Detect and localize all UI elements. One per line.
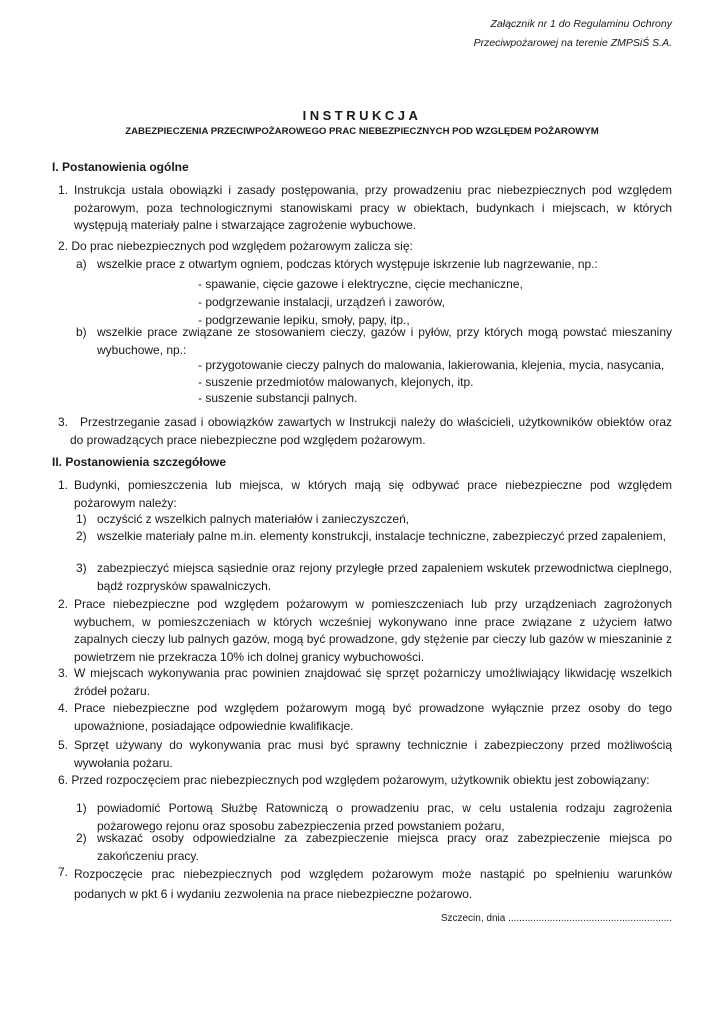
s2-p2-number: 2.	[58, 597, 69, 611]
annex-line-2: Przeciwpożarowej na terenie ZMPSiŚ S.A.	[473, 37, 672, 49]
section-2-heading: II. Postanowienia szczegółowe	[52, 455, 227, 469]
list-item: - spawanie, cięcie gazowe i elektryczne, cięcie mechaniczne,	[198, 277, 523, 291]
s2-p6-item-2-text: wskazać osoby odpowiedzialne za zabezpieczenie miejsca pracy oraz zabezpieczenie miejsca po zakończeniu pracy.	[97, 831, 672, 863]
s1-p1-number: 1.	[58, 183, 69, 197]
s2-p6-text: 6. Przed rozpoczęciem prac niebezpiecznych pod względem pożarowym, użytkownik obiektu jest zobowiązany:	[58, 773, 650, 787]
s2-p5-number: 5.	[58, 738, 69, 752]
s2-p7-text: Rozpoczęcie prac niebezpiecznych pod względem pożarowym może nastąpić po spełnieniu warunków podanych w pkt 6 i wydaniu zezwolenia na prace niebezpieczne pożarowo.	[74, 867, 672, 901]
s2-p1-item-1-text: oczyścić z wszelkich palnych materiałów i zanieczyszczeń,	[97, 512, 410, 526]
s1-a-text: wszelkie prace z otwartym ogniem, podczas których występuje iskrzenie lub nagrzewanie, np.:	[97, 257, 598, 271]
s2-p3-text: W miejscach wykonywania prac powinien znajdować się sprzęt pożarniczy umożliwiający likwidację wszelkich źródeł pożaru.	[74, 666, 672, 698]
annex-note	[474, 15, 672, 53]
s2-p1-item-2-text: wszelkie materiały palne m.in. elementy konstrukcji, instalacje techniczne, zabezpieczyć przed zapaleniem,	[97, 529, 666, 543]
s2-p6-item-1-text: powiadomić Portową Służbę Ratowniczą o prowadzeniu prac, w celu ustalenia rodzaju zagrożenia pożarowego rejonu oraz sposobu zabezpieczenia przed powstaniem pożaru,	[97, 801, 672, 833]
document-title: INSTRUKCJA	[302, 108, 422, 123]
list-item: - przygotowanie cieczy palnych do malowania, lakierowania, klejenia, mycia, nasycania,	[198, 358, 665, 372]
list-item: - suszenie przedmiotów malowanych, klejonych, itp.	[198, 374, 474, 389]
s2-p1-number: 1.	[58, 478, 69, 492]
s1-p1-text: Instrukcja ustala obowiązki i zasady postępowania, przy prowadzeniu prac niebezpiecznych pod względem pożarowym, poza technologicznymi stanowiskami pracy w obiektach, budynkach i miejscach, w których występują materiały palne i stwarzające zagrożenie wybuchowe.	[74, 183, 672, 232]
s1-a-list	[198, 275, 672, 329]
s1-b-text: wszelkie prace związane ze stosowaniem cieczy, gazów i pyłów, przy których mogą powstać mieszaniny wybuchowe, np.:	[97, 325, 672, 357]
s2-p6-item-2-label: 2)	[76, 831, 87, 845]
s2-p5-text: Sprzęt używany do wykonywania prac musi być sprawny technicznie i zabezpieczony przed możliwością wywołania pożaru.	[74, 738, 672, 770]
annex-line-1: Załącznik nr 1 do Regulaminu Ochrony	[490, 18, 672, 30]
s1-p2-text: 2. Do prac niebezpiecznych pod względem pożarowym zalicza się:	[58, 239, 413, 253]
s2-p1-item-1-label: 1)	[76, 512, 87, 526]
s1-p3-number: 3.	[58, 415, 69, 429]
s1-b-list	[198, 357, 672, 407]
list-item: - suszenie substancji palnych.	[198, 391, 358, 405]
signature-line: Szczecin, dnia ...........................................................	[440, 913, 672, 924]
s1-p3-text: Przestrzeganie zasad i obowiązków zawartych w Instrukcji należy do właścicieli, użytkowników obiektów oraz do prowadzących prace niebezpieczne pod względem pożarowym.	[70, 415, 672, 447]
s2-p1-item-2-label: 2)	[76, 529, 87, 543]
s2-p1-text: Budynki, pomieszczenia lub miejsca, w których mają się odbywać prace niebezpieczne pod względem pożarowym należy:	[74, 478, 672, 510]
document-subtitle: ZABEZPIECZENIA PRZECIWPOŻAROWEGO PRAC NIEBEZPIECZNYCH POD WZGLĘDEM POŻAROWYM	[125, 126, 599, 137]
s2-p1-item-3-label: 3)	[76, 561, 87, 575]
s2-p4-text: Prace niebezpieczne pod względem pożarowym mogą być prowadzone wyłącznie przez osoby do tego upoważnione, posiadające odpowiednie kwalifikacje.	[74, 701, 672, 733]
s2-p4-number: 4.	[58, 701, 69, 715]
section-1-heading: I. Postanowienia ogólne	[52, 160, 189, 174]
s2-p1-item-3-text: zabezpieczyć miejsca sąsiednie oraz rejony przyległe przed zapaleniem wskutek przewodnictwa cieplnego, bądź rozprysków spawalniczych.	[97, 561, 672, 593]
s2-p6-item-1-label: 1)	[76, 801, 87, 815]
list-item: - podgrzewanie instalacji, urządzeń i zaworów,	[198, 295, 445, 309]
list-item: - podgrzewanie lepiku, smoły, papy, itp.,	[198, 313, 410, 327]
s1-a-label: a)	[76, 257, 87, 271]
s2-p7-number: 7.	[58, 865, 69, 879]
s2-p3-number: 3.	[58, 666, 69, 680]
s1-b-label: b)	[76, 325, 87, 339]
s2-p2-text: Prace niebezpieczne pod względem pożarowym w pomieszczeniach lub przy urządzeniach zagrożonych wybuchem, w pomieszczeniach w których wcześniej wykonywano inne prace związane z użyciem łatwo zapalnych cieczy lub palnych gazów, mogą być prowadzone, gdy stężenie par cieczy lub gazów w mieszaninie z powietrzem nie przekracza 10% ich dolnej granicy wybuchowości.	[74, 597, 672, 664]
